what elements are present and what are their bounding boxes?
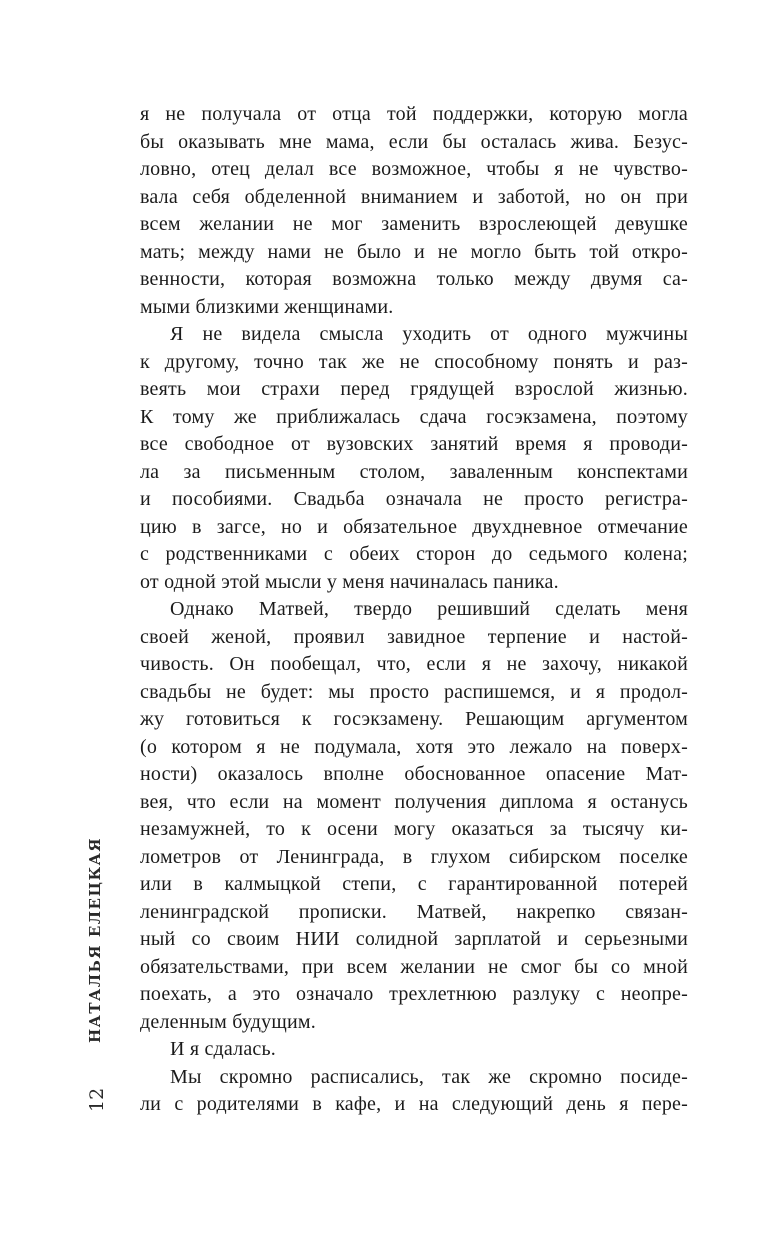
text-line: с родственниками с обеих сторон до седьмого колена; (140, 543, 688, 565)
text-line: всем желании не мог заменить взрослеющей девушке (140, 213, 688, 235)
text-line: мыми близкими женщинами. (140, 295, 394, 318)
text-line: бы оказывать мне мама, если бы осталась жива. Безус- (140, 130, 688, 153)
paragraph (140, 1036, 688, 1064)
text-line: вала себя обделенной вниманием и заботой, но он при (140, 185, 688, 208)
text-line: И я сдалась. (170, 1038, 277, 1060)
text-line: (о котором я не подумала, хотя это лежало на поверх- (140, 735, 688, 758)
text-line: все свободное от вузовских занятий время я проводи- (140, 433, 688, 455)
text-line: жу готовиться к госэкзамену. Решающим аргументом (140, 708, 688, 730)
text-line: чивость. Он пообещал, что, если я не захочу, никакой (140, 653, 688, 675)
text-line: ности) оказалось вполне обоснованное опасение Мат- (140, 763, 688, 785)
text-line: поехать, а это означало трехлетнюю разлуку с неопре- (140, 983, 688, 1005)
text-line: своей женой, проявил завидное терпение и настой- (140, 625, 688, 648)
paragraph (140, 596, 688, 1036)
text-line: Мы скромно расписались, так же скромно посиде- (170, 1065, 688, 1088)
text-line: обязательствами, при всем желании не смог бы со мной (140, 955, 688, 978)
text-line: деленным будущим. (140, 1010, 316, 1033)
text-line: мать; между нами не было и не могло быть той откро- (140, 240, 688, 263)
text-line: ла за письменным столом, заваленным конспектами (140, 460, 688, 483)
page-number: 12 (86, 1087, 108, 1112)
text-line: свадьбы не будет: мы просто распишемся, и я продол- (140, 680, 688, 703)
text-line: или в калмыцкой степи, с гарантированной потерей (140, 873, 688, 895)
text-line: я не получала от отца той поддержки, которую могла (140, 103, 688, 125)
text-line: веять мои страхи перед грядущей взрослой жизнью. (140, 378, 688, 400)
text-line: лометров от Ленинграда, в глухом сибирском поселке (140, 845, 688, 868)
text-line: венности, которая возможна только между двумя са- (140, 268, 688, 290)
text-line: ловно, отец делал все возможное, чтобы я не чувство- (140, 158, 688, 180)
text-line: Я не видела смысла уходить от одного мужчины (170, 323, 688, 345)
text-line: ли с родителями в кафе, и на следующий день я пере- (140, 1093, 688, 1115)
text-line: ный со своим НИИ солидной зарплатой и серьезными (140, 928, 688, 950)
text-line: К тому же приближалась сдача госэкзамена, поэтому (140, 405, 688, 428)
author-name-vertical: НАТАЛЬЯ ЕЛЕЦКАЯ (86, 836, 104, 1043)
paragraph (140, 101, 688, 321)
text-line: незамужней, то к осени могу оказаться за тысячу ки- (140, 818, 688, 840)
text-line: и пособиями. Свадьба означала не просто регистра- (140, 488, 688, 510)
text-line: ленинградской прописки. Матвей, накрепко связан- (140, 900, 688, 923)
text-line: цию в загсе, но и обязательное двухдневное отмечание (140, 515, 688, 538)
paragraph (140, 321, 688, 596)
page-text-block (140, 101, 688, 1119)
text-line: от одной этой мысли у меня начиналась паника. (140, 570, 559, 593)
paragraph (140, 1064, 688, 1119)
text-line: к другому, точно так же не способному понять и раз- (140, 350, 688, 373)
text-line: вея, что если на момент получения диплома я останусь (140, 790, 688, 813)
text-line: Однако Матвей, твердо решивший сделать меня (170, 598, 688, 620)
